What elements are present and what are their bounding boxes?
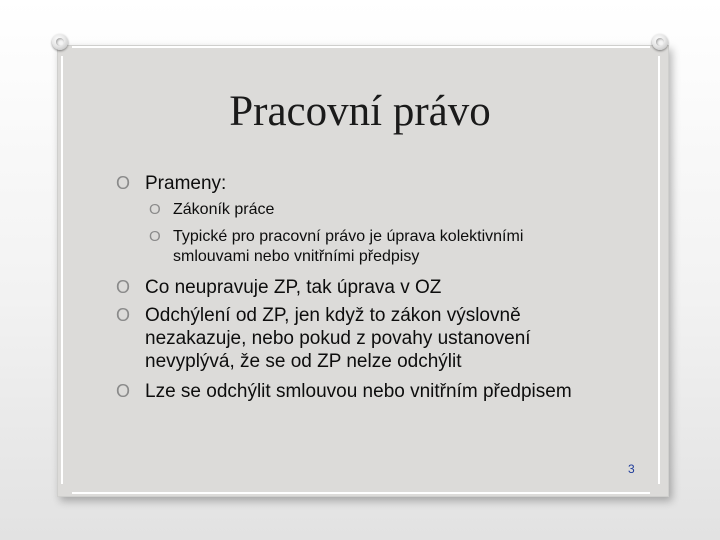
bullet-marker: O xyxy=(116,277,131,297)
slide-title: Pracovní právo xyxy=(229,88,491,135)
ring-top-left-icon xyxy=(52,34,68,50)
frame-line-bottom xyxy=(72,492,650,494)
bullet-marker: O xyxy=(116,305,131,325)
bullet-co-neupravuje xyxy=(116,276,615,299)
bullet-prameny xyxy=(116,172,625,195)
bullet-text: Typické pro pracovní právo je úprava kolektivními smlouvami nebo vnitřními předpisy xyxy=(173,228,524,265)
bullet-marker: O xyxy=(116,173,131,193)
bullet-marker: O xyxy=(149,228,161,245)
bullet-odchyleni xyxy=(116,304,550,373)
bullet-marker: O xyxy=(116,381,131,401)
bullet-marker: O xyxy=(149,201,161,218)
sub-bullet-zakonik-prace xyxy=(149,200,613,220)
bullet-text: Co neupravuje ZP, tak úprava v OZ xyxy=(145,277,442,298)
bullet-text: Prameny: xyxy=(145,173,227,194)
sub-bullet-typicke xyxy=(149,227,593,267)
bullet-text: Zákoník práce xyxy=(173,201,275,218)
page-number: 3 xyxy=(628,462,635,476)
bullet-lze-se-odchylit xyxy=(116,380,635,403)
frame-line-top xyxy=(72,46,650,48)
ring-top-right-icon xyxy=(652,34,668,50)
bullet-text: Lze se odchýlit smlouvou nebo vnitřním předpisem xyxy=(145,381,572,402)
bullet-text: Odchýlení od ZP, jen když to zákon výslovně nezakazuje, nebo pokud z povahy ustanovení nevyplývá, že se od ZP nelze odchýlit xyxy=(145,305,531,372)
